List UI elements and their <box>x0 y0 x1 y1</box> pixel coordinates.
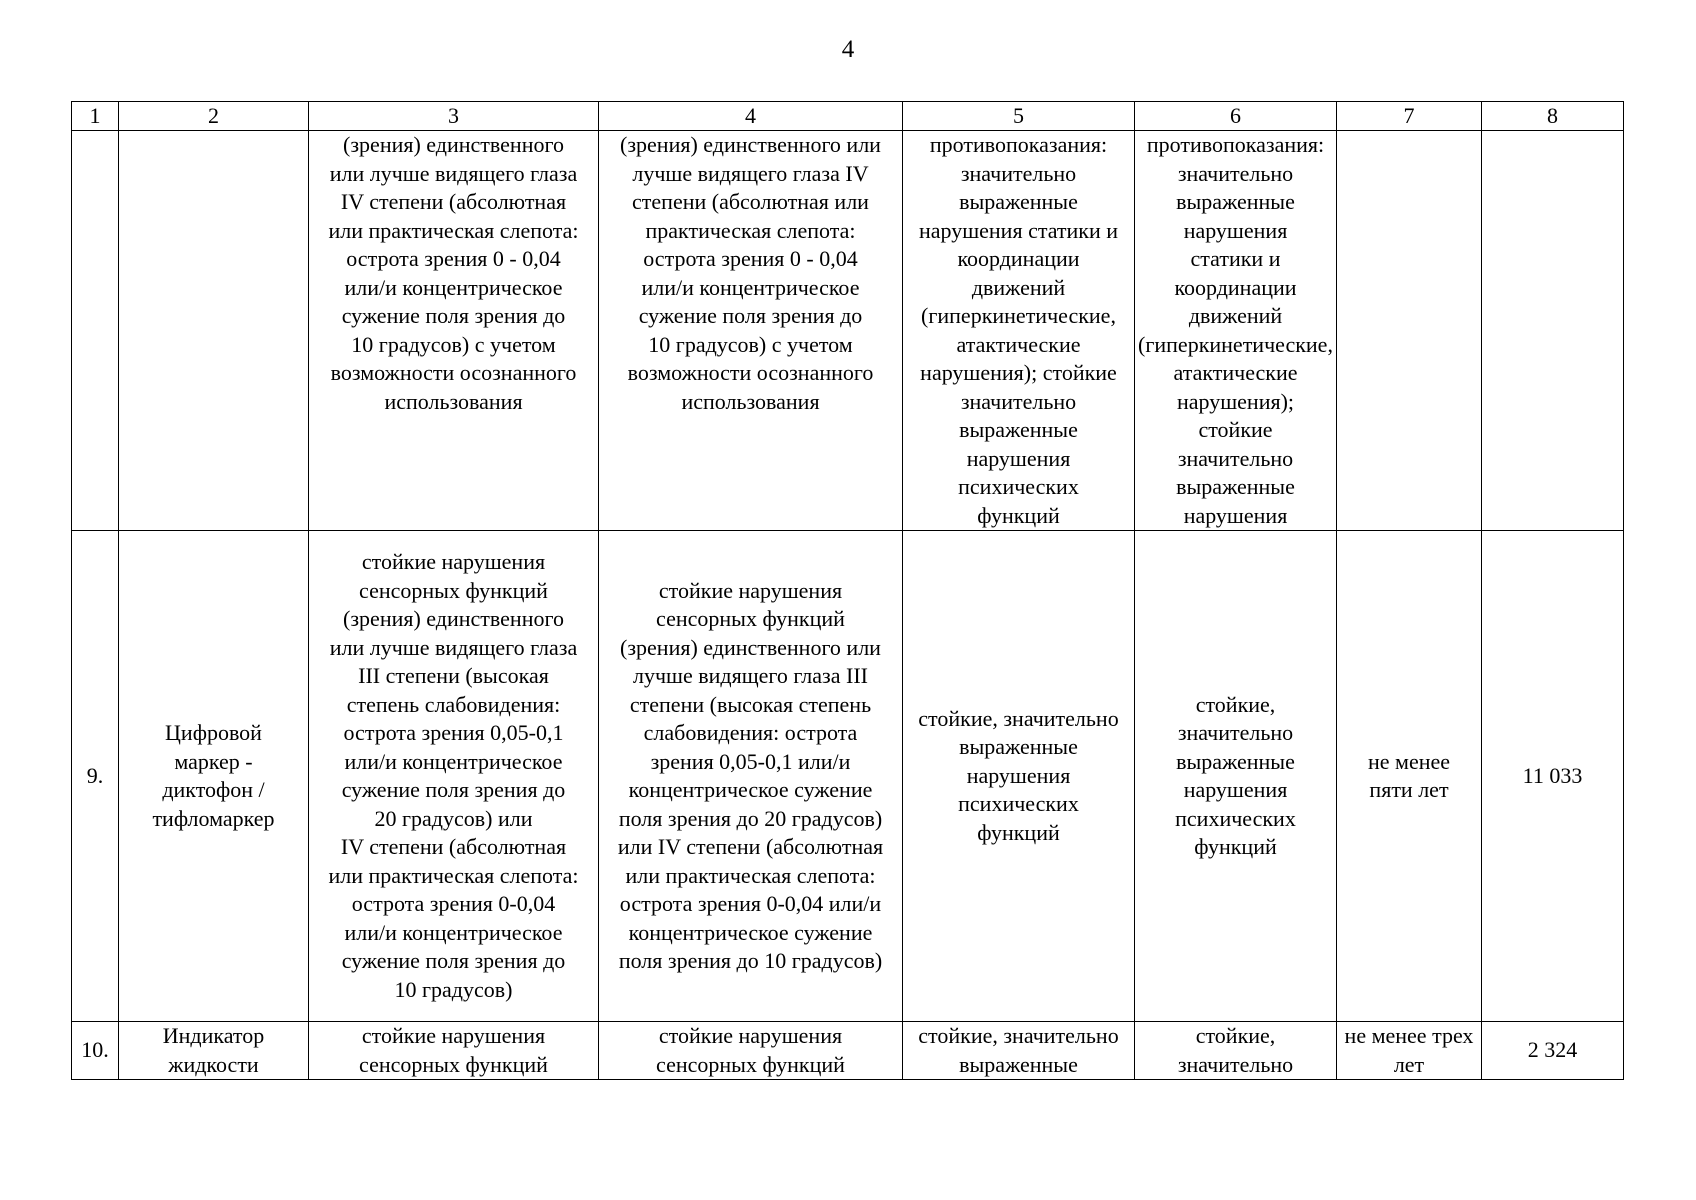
cell-text: 10. <box>81 1037 109 1063</box>
row-number-cell <box>72 1022 119 1080</box>
table-cell <box>599 531 903 1022</box>
table-cell <box>309 131 599 531</box>
column-numbers-row <box>72 102 1624 131</box>
table-cell <box>903 131 1135 531</box>
row-number-cell <box>72 531 119 1022</box>
requirements-table <box>71 101 1624 1080</box>
table-row <box>72 531 1624 1022</box>
term-cell <box>1337 531 1482 1022</box>
table-cell <box>72 131 119 531</box>
table-cell <box>309 531 599 1022</box>
table-cell <box>309 1022 599 1080</box>
table-cell <box>1135 1022 1337 1080</box>
table-cell <box>1337 131 1482 531</box>
cell-text: не менее трех лет <box>1344 1023 1474 1077</box>
column-number-cell: 6 <box>1135 102 1337 131</box>
cell-text: 2 324 <box>1527 1037 1578 1063</box>
cell-text: 11 033 <box>1522 762 1583 788</box>
column-number-cell: 3 <box>309 102 599 131</box>
cell-text: стойкие нарушения сенсорных функций (зрения) единственного или лучше видящего глаза III степени (высокая степень слабовидения: острота зрения 0,05-0,1 или/и концентрическое сужение поля зрения до 20 градусов) или IV степени (абсолютная или практическая слепота: острота зрения 0-0,04 или/и концентрическое сужение поля зрения до 10 градусов) <box>617 577 884 973</box>
cell-text: (зрения) единственного или лучше видящего глаза IV степени (абсолютная или практическая слепота: острота зрения 0 - 0,04 или/и концентрическое сужение поля зрения до 10 градусов) с учетом возможности осознанного использования <box>620 132 881 414</box>
price-cell <box>1482 1022 1624 1080</box>
cell-text: (зрения) единственного или лучше видящего глаза IV степени (абсолютная или практическая слепота: острота зрения 0 - 0,04 или/и концентрическое сужение поля зрения до 10 градусов) с учетом возможности осознанного использования <box>328 132 579 414</box>
column-number-cell: 4 <box>599 102 903 131</box>
cell-text: Индикатор жидкости <box>162 1023 265 1077</box>
table-row <box>72 1022 1624 1080</box>
product-name-cell <box>119 531 309 1022</box>
cell-text: стойкие нарушения сенсорных функций <box>359 1023 548 1077</box>
table-cell <box>1135 131 1337 531</box>
column-number-cell: 8 <box>1482 102 1624 131</box>
term-cell <box>1337 1022 1482 1080</box>
cell-text: Цифровой маркер - диктофон / тифломаркер <box>152 720 275 831</box>
cell-text: стойкие, значительно <box>1177 1023 1294 1077</box>
column-number-cell: 1 <box>72 102 119 131</box>
table-cell <box>1135 531 1337 1022</box>
cell-text: стойкие, значительно выраженные нарушения психических функций <box>1175 691 1296 859</box>
product-name-cell <box>119 1022 309 1080</box>
table-row <box>72 131 1624 531</box>
table-cell <box>599 131 903 531</box>
cell-text: противопоказания: значительно выраженные нарушения статики и координации движений (гиперкинетические, атактические нарушения); стойкие значительно выраженные нарушения <box>1138 132 1333 528</box>
cell-text: не менее пяти лет <box>1367 748 1451 802</box>
column-number-cell: 5 <box>903 102 1135 131</box>
table-cell <box>599 1022 903 1080</box>
column-number-cell: 7 <box>1337 102 1482 131</box>
table-cell <box>1482 131 1624 531</box>
table-cell <box>903 531 1135 1022</box>
cell-text: противопоказания: значительно выраженные нарушения статики и координации движений (гиперкинетические, атактические нарушения); стойкие значительно выраженные нарушения психических функций <box>918 132 1119 528</box>
cell-text: 9. <box>86 762 104 788</box>
column-number-cell: 2 <box>119 102 309 131</box>
cell-text: стойкие, значительно выраженные <box>918 1023 1119 1077</box>
cell-text: стойкие нарушения сенсорных функций <box>656 1023 845 1077</box>
table-cell <box>119 131 309 531</box>
cell-text: стойкие нарушения сенсорных функций (зрения) единственного или лучше видящего глаза III степени (высокая степень слабовидения: острота зрения 0,05-0,1 или/и концентрическое сужение поля зрения до 20 градусов) или IV степени (абсолютная или практическая слепота: острота зрения 0-0,04 или/и концентрическое сужение поля зрения до 10 градусов) <box>328 549 579 1002</box>
price-cell <box>1482 531 1624 1022</box>
cell-text: стойкие, значительно выраженные нарушения психических функций <box>918 705 1119 845</box>
page-number: 4 <box>841 36 855 63</box>
table-cell <box>903 1022 1135 1080</box>
